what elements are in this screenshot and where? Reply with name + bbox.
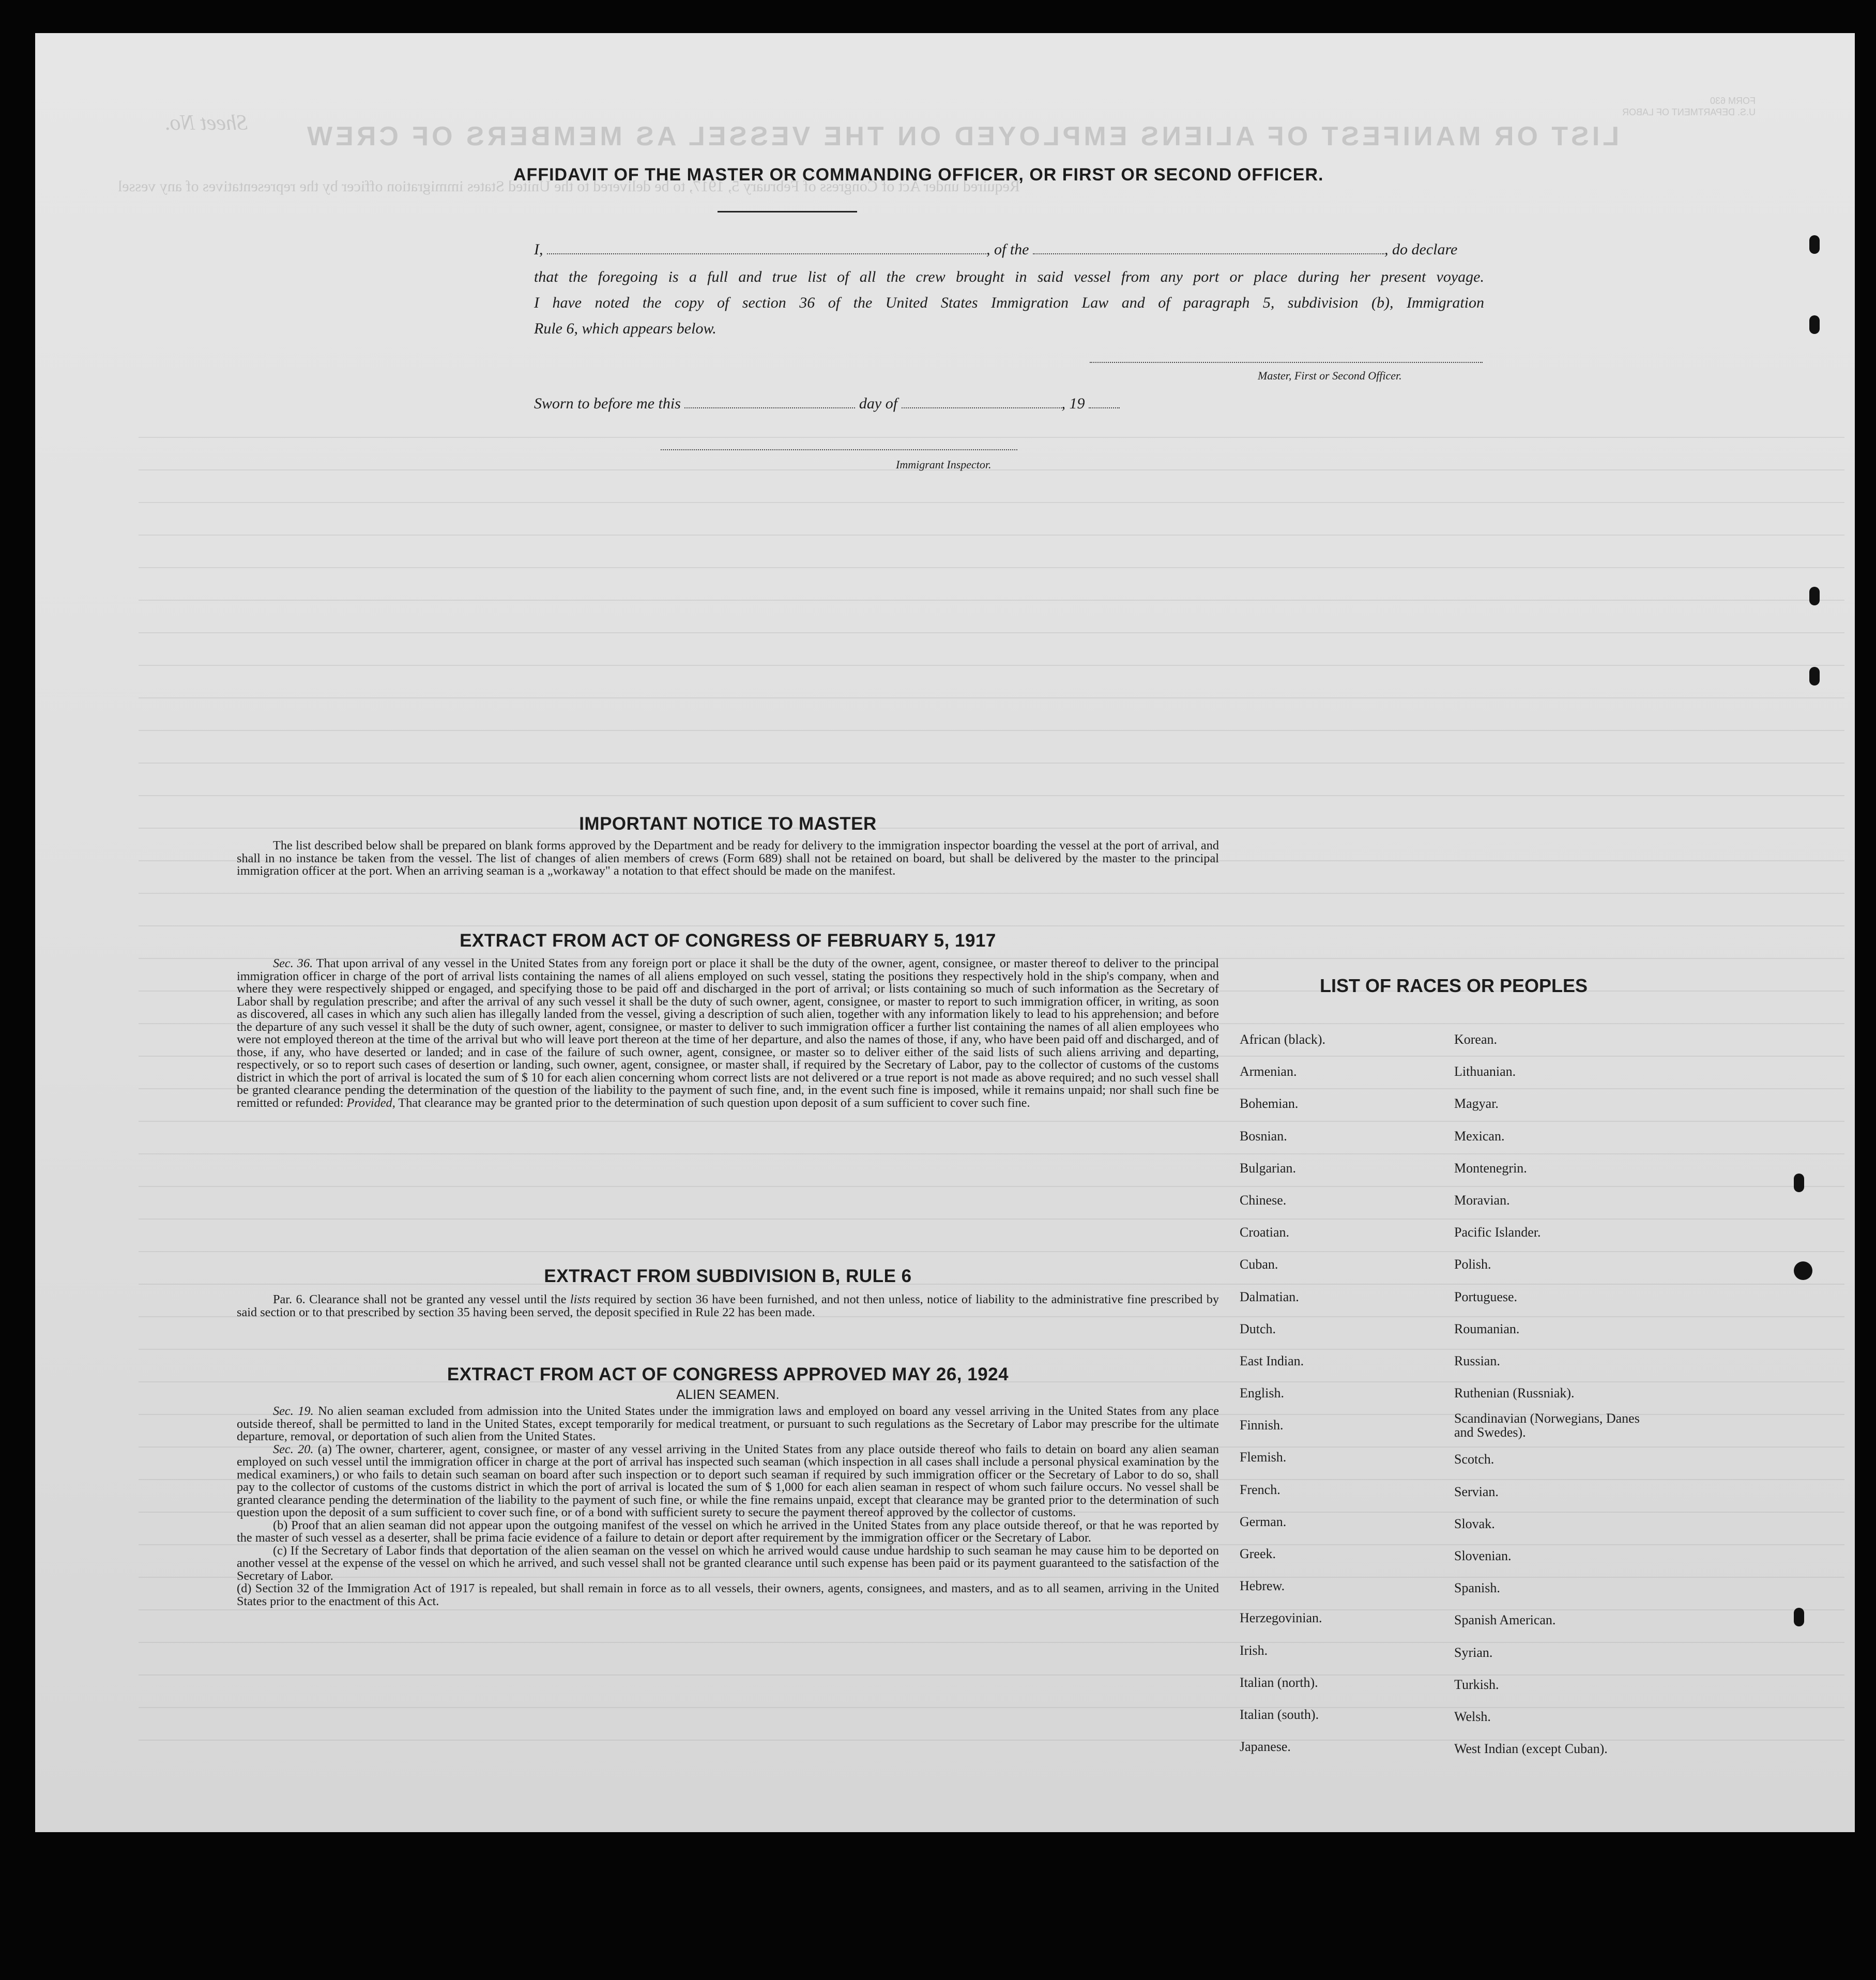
race-right-item: Syrian. (1454, 1644, 1493, 1660)
affidavit-title: AFFIDAVIT OF THE MASTER OR COMMANDING OFFICER, OR FIRST OR SECOND OFFICER. (513, 165, 1324, 185)
race-right-item: Slovak. (1454, 1516, 1495, 1531)
race-left-item: Chinese. (1240, 1192, 1287, 1208)
notice-text: The list described below shall be prepared on blank forms approved by the Department and be ready for delivery to the immigration inspector boarding the vessel at the port of arrival, and shall in no instance be taken from the vessel. The list of changes of alien members of crews (Form 689) shall not be retained on board, but shall be delivered by the master to the principal immigration officer at the port. When an arriving seaman is a „workaway" a notation to that effect should be made on the manifest. (237, 839, 1219, 878)
race-right-item: Polish. (1454, 1257, 1491, 1272)
race-left-item: Croatian. (1240, 1225, 1290, 1240)
act-1924-title: EXTRACT FROM ACT OF CONGRESS APPROVED MAY 26, 1924 (447, 1364, 1009, 1384)
affidavit-line-2: that the foregoing is a full and true list of all the crew brought in said vessel from any port or place during her present voyage. (534, 268, 1484, 285)
race-left-item: Dutch. (1240, 1321, 1276, 1336)
race-left-item: Italian (north). (1240, 1674, 1318, 1690)
sworn-day-of: day of (859, 395, 898, 412)
notice-body (237, 840, 1219, 878)
rule-6-body (237, 1293, 1219, 1319)
affidavit-do-declare: , do declare (1384, 241, 1458, 258)
race-left-item: Herzegovinian. (1240, 1610, 1322, 1626)
race-left-item: African (black). (1240, 1032, 1326, 1047)
act-1924-sec-20-label: Sec. 20. (273, 1442, 314, 1456)
race-left-item: Cuban. (1240, 1257, 1278, 1272)
act-1924-body (237, 1405, 1219, 1608)
race-right-item: Pacific Islander. (1454, 1225, 1541, 1240)
race-left-item: Hebrew. (1240, 1578, 1285, 1594)
race-right-item: Slovenian. (1454, 1548, 1512, 1563)
rule-6-post: required by section 36 have been furnished, and not then unless, notice of liability to the administrative fine prescribed by said section or to that prescribed by section 35 having been served, the deposit specified in Rule 22 has been made. (237, 1292, 1219, 1319)
race-left-item: Dalmatian. (1240, 1289, 1299, 1304)
races-title: LIST OF RACES OR PEOPLES (1320, 975, 1588, 996)
bleed-through-form-number: FORM 630 U.S. DEPARTMENT OF LABOR (1622, 96, 1756, 117)
race-left-item: English. (1240, 1385, 1284, 1401)
sworn-year-field[interactable] (1089, 407, 1120, 408)
race-left-item: Japanese. (1240, 1739, 1291, 1755)
race-left-item: French. (1240, 1482, 1280, 1497)
rule-6-pre: Par. 6. Clearance shall not be granted any vessel until the (273, 1292, 567, 1306)
race-right-item: Turkish. (1454, 1677, 1499, 1692)
master-signature-label: Master, First or Second Officer. (1258, 369, 1402, 382)
sworn-prefix: Sworn to before me this (534, 395, 681, 412)
act-1924-para-d (237, 1582, 1219, 1608)
act-1924-para-d-text: (d) Section 32 of the Immigration Act of 1917 is repealed, but shall remain in force as to all vessels, their owners, agents, consignees, and masters, and as to all seamen, arriving in the United States prior to the enactment of this Act. (237, 1581, 1219, 1608)
act-1917-tail: That clearance may be granted prior to the determination of such question upon deposit of a sum sufficient to cover such fine. (398, 1095, 1030, 1110)
inspector-signature-line[interactable] (661, 449, 1017, 450)
declarant-name-field[interactable] (547, 253, 986, 254)
affidavit-rule (718, 211, 857, 212)
race-right-item: Moravian. (1454, 1192, 1510, 1208)
sworn-line (534, 395, 1120, 413)
races-right-column (1454, 1024, 1661, 1765)
race-left-item: Bohemian. (1240, 1096, 1299, 1111)
race-left-item: East Indian. (1240, 1353, 1304, 1368)
race-right-item: Portuguese. (1454, 1289, 1518, 1304)
act-1924-sec-20 (237, 1443, 1219, 1519)
act-1924-sec-19 (237, 1405, 1219, 1443)
act-1924-sec-19-text: No alien seaman excluded from admission into the United States under the immigration laws and employed on board any vessel arriving in the United States from any place outside thereof, shall be permitted to land in the United States, except temporarily for medical treatment, or pursuant to such regulations as the Secretary of Labor may prescribe for the ultimate departure, removal, or deportation of such alien from the United States. (237, 1404, 1219, 1443)
race-right-item: Korean. (1454, 1032, 1498, 1047)
race-left-item: Italian (south). (1240, 1707, 1319, 1722)
inspector-signature-label: Immigrant Inspector. (896, 458, 992, 471)
bleed-through-subtitle: Required under Act of Congress of February 5, 1917, to be delivered to the United States immigration officer by the representatives of any vessel (118, 178, 1020, 195)
race-right-item: West Indian (except Cuban). (1454, 1741, 1608, 1757)
act-1924-sec-20-text: (a) The owner, charterer, agent, consignee, or master of any vessel arriving in the United States from any place outside thereof who fails to detain on board any alien seaman employed on such vessel until the immigration officer in charge at the port of arrival has inspected such seaman (which inspection in all cases shall include a personal physical examination by the medical examiners,) or who fails to detain such seaman on board after such inspection or to deport such seaman if required by such immigration officer or the Secretary of Labor to do so, shall pay to the collector of customs of the customs district in which the port of arrival is located the sum of $ 1,000 for each alien seaman in respect of whom such failure occurs. No vessel shall be granted clearance pending the determination of the liability to the payment of such fine, or while the fine remains unpaid, except that clearance may be granted prior to the determination of such question upon the deposit of a sum sufficient to cover such fine, or of a bond with sufficient surety to secure the payment thereof approved by the collector of customs. (237, 1442, 1219, 1519)
race-right-item: Russian. (1454, 1353, 1500, 1368)
act-1924-para-b-text: (b) Proof that an alien seaman did not appear upon the outgoing manifest of the vessel on which he arrived in the United States from any place outside thereof, or that he was reported by the master of such vessel as a deserter, shall be prima facie evidence of a failure to detain or deport after requirement by the immigration officer or the Secretary of Labor. (237, 1518, 1219, 1545)
sworn-day-field[interactable] (684, 407, 855, 408)
act-1917-text: That upon arrival of any vessel in the United States from any foreign port or place it shall be the duty of the owner, agent, consignee, or master thereof to deliver to the principal immigration officer in charge of the port of arrival lists containing the names of all aliens employed on such vessel, stating the positions they respectively hold in the ship's company, when and where they were respectively shipped or engaged, and specifying those to be paid off and discharged in the port of arrival; or lists containing so much of such information as the Secretary of Labor shall by regulation prescribe; and after the arrival of any such vessel it shall be the duty of such owner, agent, consignee, or master to report to such immigration officer, in writing, as soon as discovered, all cases in which any such alien has illegally landed from the vessel, giving a description of such alien, together with any information likely to lead to his apprehension; and before the departure of any such vessel it shall be the duty of such owner, agent, consignee, or master to deliver to such immigration officer a further list containing the names of all alien employees who were not employed thereon at the time of the arrival but who will leave port thereon at the time of her departure, and also the names of those, if any, who have been paid off and discharged, and of those, if any, who have deserted or landed; and in case of the failure of such owner, agent, consignee, or master so to deliver either of the said lists of such aliens arriving and departing, respectively, or so to report such cases of desertion or landing, such owner, agent, consignee, or master shall, if required by the Secretary of Labor, pay to the collector of customs of the customs district in which the port of arrival is located the sum of $ 10 for each alien concerning whom correct lists are not delivered or a true report is not made as above required; and no such vessel shall be granted clearance pending the determination of the question of the liability to the payment of such fine, and, in the event such fine is imposed, while it remains unpaid; nor shall such fine be remitted or refunded: (237, 956, 1219, 1110)
rule-6-title: EXTRACT FROM SUBDIVISION B, RULE 6 (544, 1266, 912, 1286)
affidavit-line-1 (534, 241, 1457, 258)
document-page (35, 33, 1855, 1832)
race-right-item: Welsh. (1454, 1709, 1491, 1724)
affidavit-line-4: Rule 6, which appears below. (534, 320, 716, 337)
act-1924-para-c (237, 1545, 1219, 1583)
race-right-item: Roumanian. (1454, 1321, 1520, 1336)
affidavit-of-the: , of the (986, 241, 1029, 258)
race-right-item: Magyar. (1454, 1096, 1499, 1111)
vessel-name-field[interactable] (1033, 253, 1384, 254)
affidavit-line-3: I have noted the copy of section 36 of the United States Immigration Law and of paragraph 5, subdivision (b), Immigration (534, 294, 1484, 311)
act-1924-sec-19-label: Sec. 19. (273, 1404, 314, 1418)
master-signature-line[interactable] (1090, 362, 1483, 363)
act-1924-subtitle: ALIEN SEAMEN. (676, 1387, 780, 1402)
race-right-item: Mexican. (1454, 1128, 1505, 1144)
act-1917-body (237, 957, 1219, 1109)
notice-title: IMPORTANT NOTICE TO MASTER (579, 814, 877, 834)
affidavit-i: I, (534, 241, 543, 258)
race-right-item: Montenegrin. (1454, 1160, 1527, 1176)
act-1924-para-c-text: (c) If the Secretary of Labor finds that deportation of the alien seaman on the vessel on which he arrived would cause undue hardship to such seaman he may cause him to be deported on another vessel at the expense of the vessel on which he arrived, and such vessel shall not be granted clearance until such expense has been paid or its payment guaranteed to the satisfaction of the Secretary of Labor. (237, 1543, 1219, 1583)
act-1924-para-b (237, 1519, 1219, 1545)
race-left-item: Armenian. (1240, 1064, 1297, 1079)
race-left-item: Irish. (1240, 1642, 1268, 1658)
act-1917-provided: Provided, (346, 1095, 395, 1110)
race-left-item: Greek. (1240, 1546, 1276, 1561)
race-right-item: Scandinavian (Norwegians, Danes and Swedes). (1454, 1411, 1640, 1440)
bleed-through-sheet-no: Sheet No. (164, 111, 248, 135)
race-left-item: German. (1240, 1514, 1287, 1529)
bleed-through-title: LIST OR MANIFEST OF ALIENS EMPLOYED ON THE VESSEL AS MEMBERS OF CREW (304, 121, 1619, 151)
race-left-item: Bulgarian. (1240, 1160, 1297, 1176)
race-left-item: Bosnian. (1240, 1128, 1287, 1144)
race-right-item: Spanish. (1454, 1580, 1500, 1596)
act-1917-title: EXTRACT FROM ACT OF CONGRESS OF FEBRUARY 5, 1917 (460, 931, 996, 951)
race-right-item: Lithuanian. (1454, 1064, 1516, 1079)
act-1917-section: Sec. 36. (273, 956, 313, 970)
sworn-year-prefix: , 19 (1061, 395, 1085, 412)
race-right-item: Ruthenian (Russniak). (1454, 1385, 1575, 1401)
race-right-item: Servian. (1454, 1484, 1499, 1499)
race-left-item: Flemish. (1240, 1450, 1287, 1465)
races-left-column (1240, 1024, 1325, 1763)
race-right-item: Scotch. (1454, 1452, 1494, 1467)
rule-6-lists: lists (570, 1292, 591, 1306)
race-right-item: Spanish American. (1454, 1612, 1556, 1628)
sworn-month-field[interactable] (902, 407, 1062, 408)
race-left-item: Finnish. (1240, 1418, 1284, 1433)
